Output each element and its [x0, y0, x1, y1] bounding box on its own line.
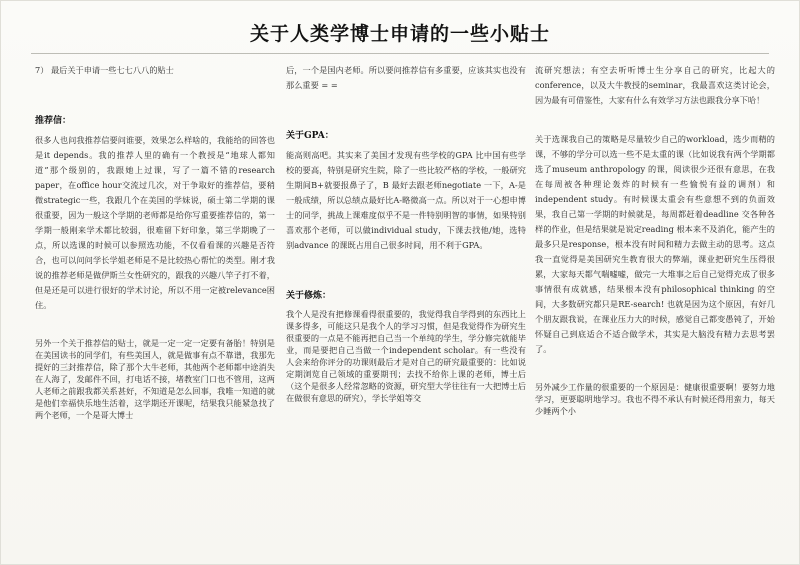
gpa-heading: 关于GPA：	[286, 131, 334, 141]
cultivation-heading: 关于修炼：	[286, 291, 332, 301]
research-sharing-paragraph: 流研究想法；有空去听听博士生分享自己的研究，比起大的conference，以及大牛教授的seminar，我最喜欢这类讨论会，因为最有可借鉴性，大家有什么有效学习方法也跟我分享下哈！	[535, 65, 775, 105]
spacer	[535, 118, 775, 132]
recommendation-heading: 推荐信：	[35, 116, 72, 126]
gpa-paragraph: 能高则高吧。其实来了美国才发现有些学校的GPA 比中国有些学校的要高，特别是研究生院，除了一些比较严格的学校，一般研究生期间B+就要报鼻子了，B 最好去跟老师negotiate 一下，A-是一般成绩，所以总绩点最好比A-略微高一点。所以对于一心想申博士的同学，挑战上课难度似乎不是一件特别明智的事情，如果特别喜欢那个老师，可以做individual study，下课去找他/她，选特别advance 的课既占用自己很多时间，用不利于GPA。	[286, 150, 526, 250]
spacer	[535, 367, 775, 381]
recommendation-paragraph-2: 另外一个关于推荐信的贴士，就是一定一定一定要有备胎！特别是在美国读书的同学们，有些美国人，就是做事有点不靠谱，我那先提好的三封推荐信，除了那个大牛老师，其他两个老师都中途消失在人海了，发邮件不回，打电话不接，堵教室门口也不管用，这两人老师之前跟我都关系甚好，不知道是怎么回事，我唯一知道的就是他们幸福快乐地生活着，这学期还开课呢，结果我只能紧急找了两个老师，一个是哥大博士	[35, 338, 275, 420]
cultivation-paragraph: 我个人是没有把修课看得很重要的，我觉得我自学得到的东西比上课多得多，可能这只是我个人的学习习惯，但是我觉得作为研究生很重要的一点是不能再把自己当一个单纯的学生，学分修完就能毕业，而是要把自己当做一个independent scholar。有一些没有人会来给你评分的功课则最后才是对自己的研究最重要的：比如说定期浏览自己领域的重要期刊；去找不给你上课的老师，博士后（这个是很多人经常忽略的资源，研究型大学往往有一大把博士后在做很有意思的研究），学长学姐等交	[286, 309, 526, 403]
workload-paragraph: 另外减少工作量的很重要的一个原因是：健康很重要啊！要努力地学习，更要聪明地学习。我也不得不承认有时候还得用蛮力，每天少睡两个小	[535, 382, 775, 416]
page-title: 关于人类学博士申请的一些小贴士	[249, 23, 550, 45]
spacer	[286, 263, 526, 277]
spacer	[35, 88, 275, 102]
spacer	[286, 103, 526, 117]
course-strategy-paragraph: 关于选课我自己的策略是尽量较少自己的workload，选少而精的课，不够的学分可以选一些不是太重的课（比如说我有两个学期都选了museum anthropology 的课，阅读很少还很有意思，在我在每周被各种理论轰炸的时候有一些愉悦有益的调剂）和independent study。有时候课太重会有些意想不到的负面效果，我自己第一学期的时候就是，每周都赶着deadline 交各种各样的作业，但是结果就是说定reading 根本来不及消化，能产生的最多只是response，根本没有时间和精力去做主动的思考。这点我一直觉得是美国研究生教育很大的弊端，课业把研究生压得很累，大家每天都气喘嘘嘘，做完一大堆事之后自己觉得充成了很多事情很有成就感，结果根本没有philosophical thinking 的空间，大多数研究都只是RE-search! 也就是因为这个原因，有好几个朋友跟我说，在课业压力大的时候，感觉自己都变愚钝了，开始怀疑自己到底适合不适合做学术，其实是大脑没有精力去思考罢了。	[535, 134, 775, 354]
recommendation-ending: 后，一个是国内老师。所以要问推荐信有多重要，应该其实也没有那么重要 = =	[286, 65, 526, 90]
title-divider	[31, 53, 769, 54]
recommendation-paragraph-1: 很多人也问我推荐信要问谁要，效果怎么样啥的，我能给的回答也是it depends。我的推荐人里的确有一个教授是“地球人都知道”那个级别的，我跟她上过课，写了一篇不错的research paper，在office hour交流过几次，对于争取好的推荐信，要稍微strategic一些，我跟几个在美国的学妹说，硕士第二学期的课很重要，因为一般这个学期的老师都是给你写重要推荐信的，第一学期一般刚来学术都比较弱，很难留下好印象，第三学期晚了一点，所以选课的时候可以参照选功能，不仅看看课的兴趣是否符合，也可以问问学长学姐老师是不是比较热心帮忙的类型。刚才我说的推荐老师是做伊斯兰女性研究的，跟我的兴趣八竿子打不着，但是还是可以进行很好的学术讨论，所以不用一定被relevance困住。	[35, 135, 275, 310]
spacer	[35, 323, 275, 337]
column-middle	[286, 63, 526, 558]
column-left	[35, 63, 275, 558]
intro-line: 7） 最后关于申请一些七七八八的贴士	[35, 65, 174, 75]
column-right	[535, 63, 775, 558]
